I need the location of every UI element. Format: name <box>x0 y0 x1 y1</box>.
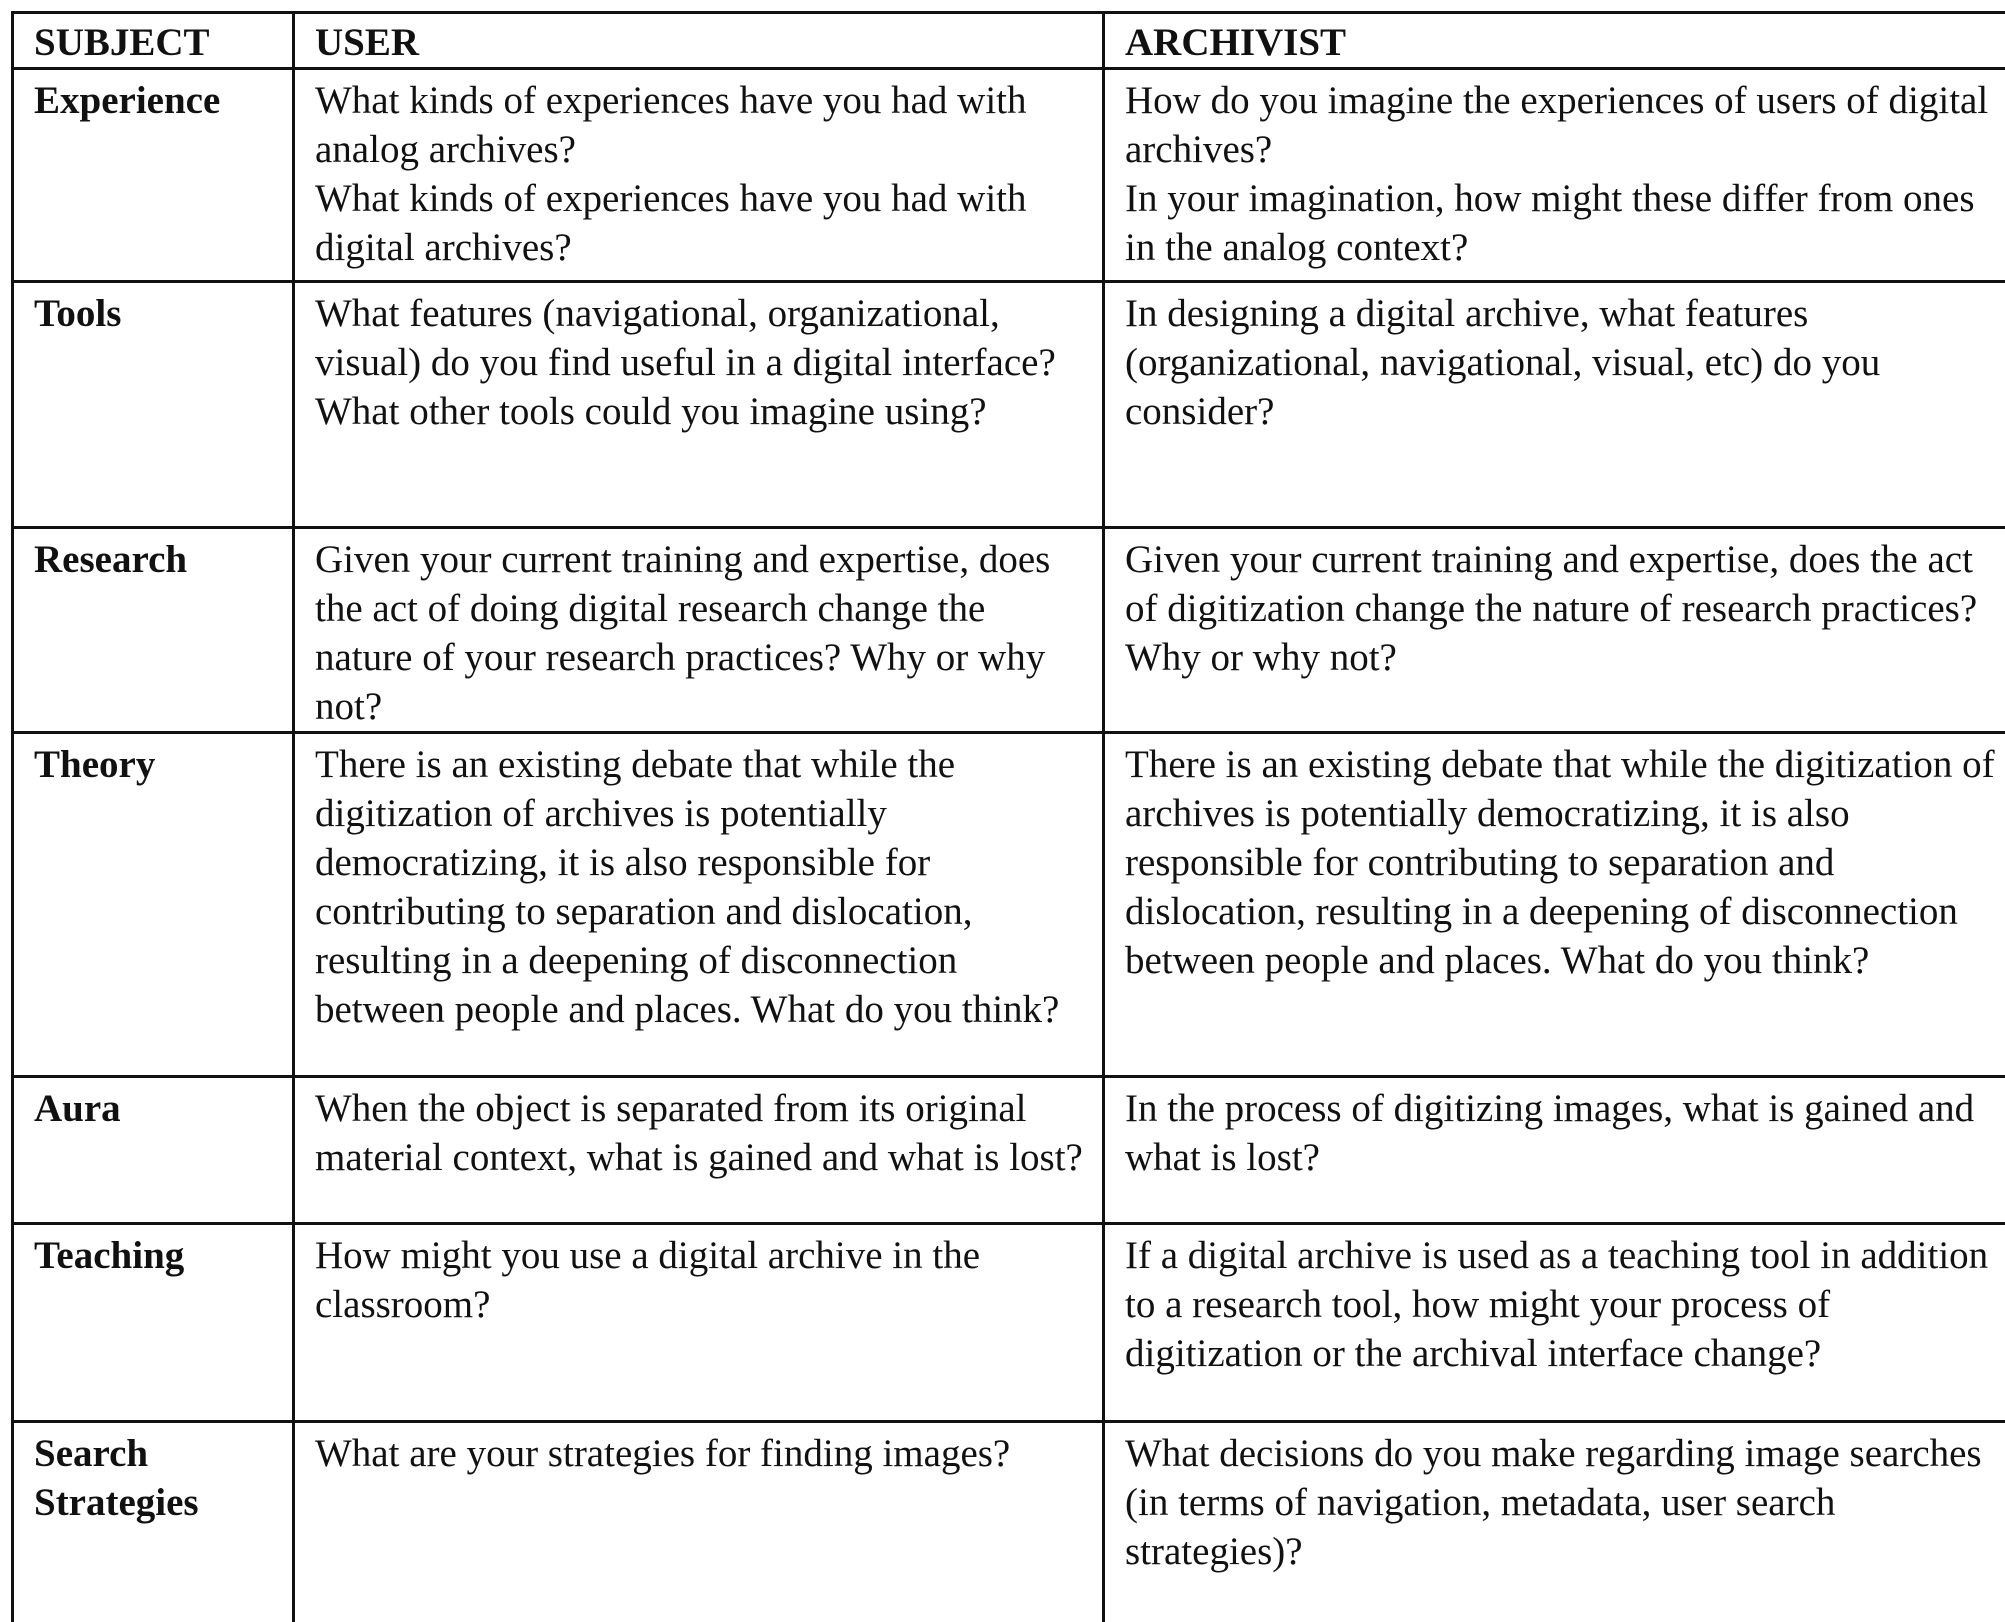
subject-cell: Theory <box>13 733 294 1077</box>
user-question-cell: How might you use a digital archive in the classroom? <box>294 1224 1104 1422</box>
subject-cell: Experience <box>13 69 294 282</box>
archivist-question-cell: In the process of digitizing images, what is gained and what is lost? <box>1104 1077 2005 1224</box>
table-row-teaching <box>13 1224 2005 1422</box>
user-question-cell: What kinds of experiences have you had with analog archives? What kinds of experiences have you had with digital archives? <box>294 69 1104 282</box>
user-question-cell: When the object is separated from its original material context, what is gained and what is lost? <box>294 1077 1104 1224</box>
table-row-search-strategies <box>13 1422 2005 1622</box>
header-subject: SUBJECT <box>13 13 294 69</box>
subject-cell: Aura <box>13 1077 294 1224</box>
user-question-cell: Given your current training and expertise, does the act of doing digital research change the nature of your research practices? Why or why not? <box>294 528 1104 733</box>
archivist-question-cell: In designing a digital archive, what features (organizational, navigational, visual, etc) do you consider? <box>1104 282 2005 528</box>
archivist-question-cell: Given your current training and expertise, does the act of digitization change the nature of research practices? Why or why not? <box>1104 528 2005 733</box>
subject-cell: Search Strategies <box>13 1422 294 1622</box>
subject-cell: Teaching <box>13 1224 294 1422</box>
subject-cell: Tools <box>13 282 294 528</box>
table-row-aura <box>13 1077 2005 1224</box>
archivist-question-cell: If a digital archive is used as a teaching tool in addition to a research tool, how might your process of digitization or the archival interface change? <box>1104 1224 2005 1422</box>
user-question-cell: What are your strategies for finding images? <box>294 1422 1104 1622</box>
user-question-cell: What features (navigational, organizational, visual) do you find useful in a digital interface? What other tools could you imagine using? <box>294 282 1104 528</box>
table-row-research <box>13 528 2005 733</box>
archivist-question-cell: What decisions do you make regarding image searches (in terms of navigation, metadata, user search strategies)? <box>1104 1422 2005 1622</box>
interview-questions-table <box>11 11 2005 1622</box>
header-archivist: ARCHIVIST <box>1104 13 2005 69</box>
table-row-theory <box>13 733 2005 1077</box>
table-row-experience <box>13 69 2005 282</box>
archivist-question-cell: How do you imagine the experiences of users of digital archives? In your imagination, how might these differ from ones in the analog context? <box>1104 69 2005 282</box>
archivist-question-cell: There is an existing debate that while the digitization of archives is potentially democratizing, it is also responsible for contributing to separation and dislocation, resulting in a deepening of disconnection between people and places. What do you think? <box>1104 733 2005 1077</box>
table-header-row <box>13 13 2005 69</box>
subject-cell: Research <box>13 528 294 733</box>
user-question-cell: There is an existing debate that while the digitization of archives is potentially democratizing, it is also responsible for contributing to separation and dislocation, resulting in a deepening of disconnection between people and places. What do you think? <box>294 733 1104 1077</box>
header-user: USER <box>294 13 1104 69</box>
table-row-tools <box>13 282 2005 528</box>
